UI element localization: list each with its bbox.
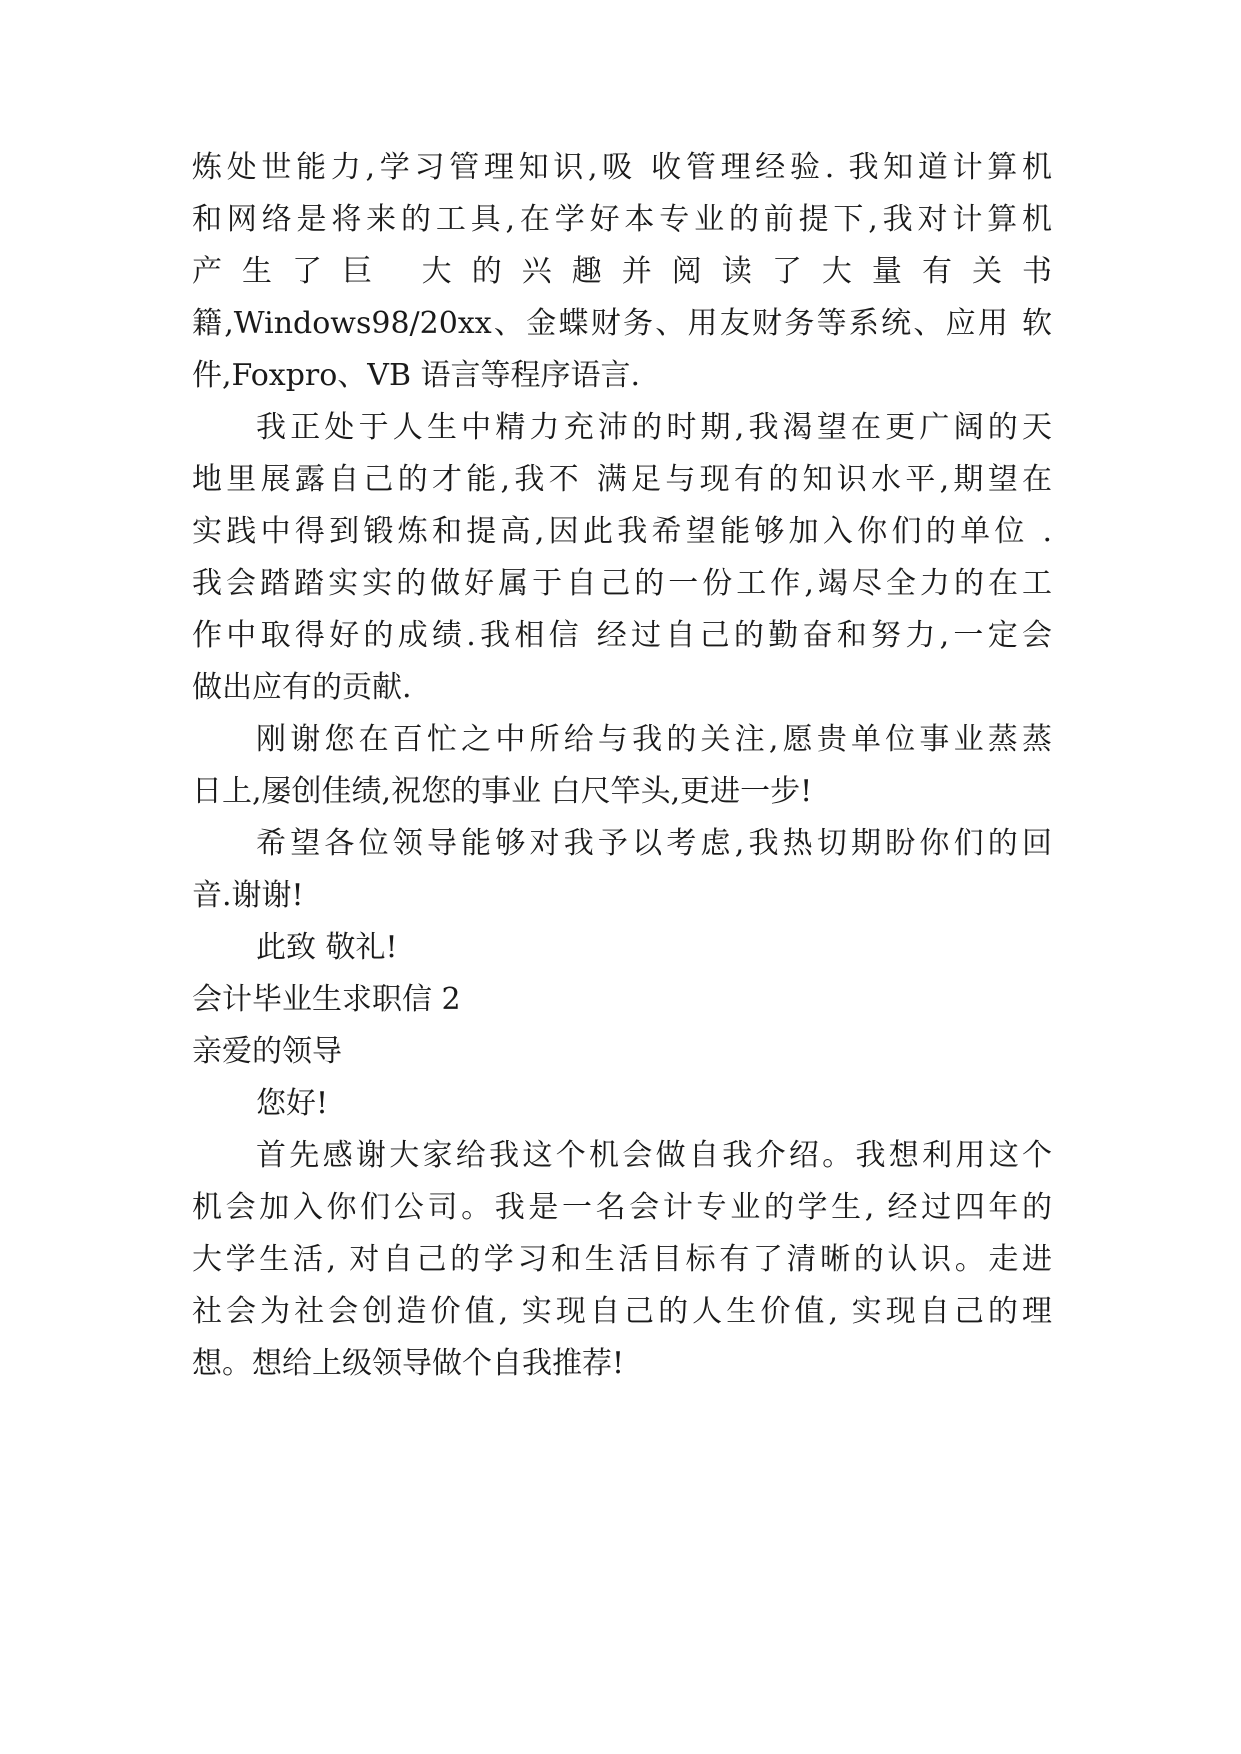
paragraph-line: 机会加入你们公司。我是一名会计专业的学生, 经过四年的 bbox=[192, 1190, 1052, 1225]
paragraph-line: 和网络是将来的工具,在学好本专业的前提下,我对计算机 bbox=[192, 202, 1052, 237]
paragraph-line: 籍,Windows98/20xx、金蝶财务、用友财务等系统、应用 软 bbox=[192, 306, 1052, 341]
paragraph-line: 作中取得好的成绩.我相信 经过自己的勤奋和努力,一定会 bbox=[192, 618, 1052, 653]
paragraph-line: 日上,屡创佳绩,祝您的事业 白尺竿头,更进一步! bbox=[192, 774, 813, 809]
paragraph-line: 社会为社会创造价值, 实现自己的人生价值, 实现自己的理 bbox=[192, 1294, 1052, 1329]
paragraph-line: 我正处于人生中精力充沛的时期,我渴望在更广阔的天 bbox=[256, 410, 1052, 445]
paragraph-line: 地里展露自己的才能,我不 满足与现有的知识水平,期望在 bbox=[192, 462, 1052, 497]
section-heading: 会计毕业生求职信 2 bbox=[192, 982, 461, 1017]
paragraph-line: 刚谢您在百忙之中所给与我的关注,愿贵单位事业蒸蒸 bbox=[256, 722, 1052, 757]
paragraph-line: 首先感谢大家给我这个机会做自我介绍。我想利用这个 bbox=[256, 1138, 1052, 1173]
paragraph-line: 我会踏踏实实的做好属于自己的一份工作,竭尽全力的在工 bbox=[192, 566, 1052, 601]
paragraph-line: 产 生 了 巨 大 的 兴 趣 并 阅 读 了 大 量 有 关 书 bbox=[192, 254, 1052, 289]
paragraph-line: 想。想给上级领导做个自我推荐! bbox=[192, 1346, 625, 1381]
paragraph-line: 炼处世能力,学习管理知识,吸 收管理经验. 我知道计算机 bbox=[192, 150, 1052, 185]
paragraph-line: 件,Foxpro、VB 语言等程序语言. bbox=[192, 358, 641, 393]
letter-greeting: 您好! bbox=[256, 1086, 329, 1121]
letter-addressee: 亲爱的领导 bbox=[192, 1034, 342, 1069]
paragraph-line: 音.谢谢! bbox=[192, 878, 304, 913]
paragraph-line: 希望各位领导能够对我予以考虑,我热切期盼你们的回 bbox=[256, 826, 1052, 861]
paragraph-line: 实践中得到锻炼和提高,因此我希望能够加入你们的单位 . bbox=[192, 514, 1052, 549]
paragraph-line: 大学生活, 对自己的学习和生活目标有了清晰的认识。走进 bbox=[192, 1242, 1052, 1277]
paragraph-line: 做出应有的贡献. bbox=[192, 670, 412, 705]
closing-salutation: 此致 敬礼! bbox=[256, 930, 398, 965]
